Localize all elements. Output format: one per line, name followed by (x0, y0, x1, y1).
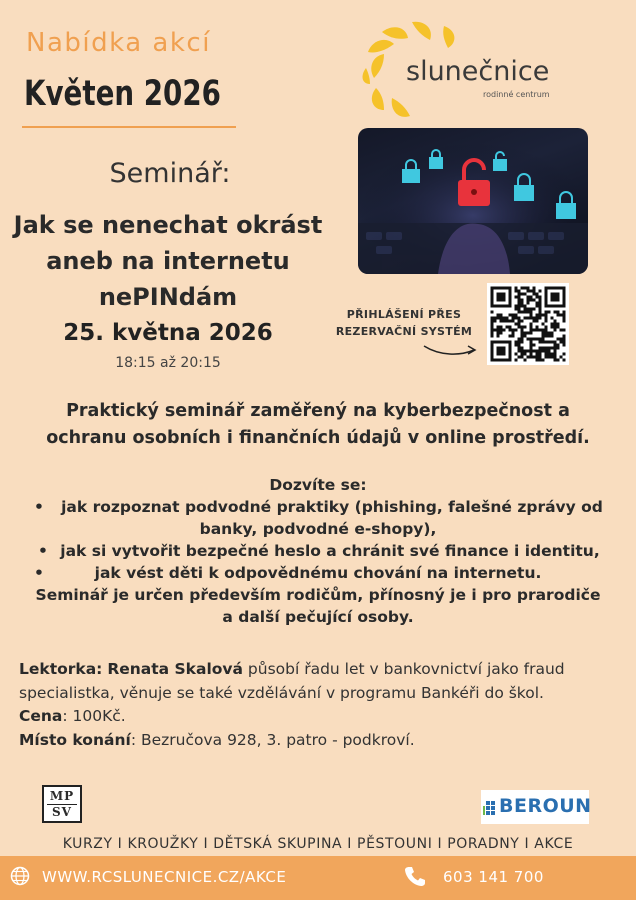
price-line (19, 705, 619, 729)
list-item: • jak si vytvořit bezpečné heslo a chránit své finance i identitu, (38, 542, 600, 560)
divider (22, 126, 236, 128)
list-item-continuation (0, 518, 636, 540)
beroun-text: BEROUN (499, 795, 592, 817)
registration-line: REZERVAČNÍ SYSTÉM (335, 325, 473, 338)
mpsv-logo (42, 785, 82, 823)
price-label: Cena (19, 707, 63, 725)
learn-section (0, 474, 636, 628)
lead-line: ochranu osobních i finančních údajů v online prostředí. (46, 428, 590, 448)
footer-nav[interactable]: KURZY I KROUŽKY I DĚTSKÁ SKUPINA I PĚSTOUNI I PORADNY I AKCE (62, 836, 574, 852)
bullet-text: jak vést děti k odpovědnému chování na internetu. (94, 564, 542, 582)
info-block (19, 658, 619, 752)
beroun-logo (481, 790, 592, 824)
bullet-text: jak rozpoznat podvodné praktiky (phishing, falešné zprávy od (61, 498, 603, 516)
audience-line: Seminář je určen především rodičům, přínosný je i pro prarodiče (35, 586, 601, 604)
lecturer-line: specialistka, věnuje se také vzdělávání v programu Bankéři do škol. (19, 683, 544, 702)
list-item: • jak vést děti k odpovědnému chování na internetu. (34, 564, 542, 582)
title-line: aneb na internetu (46, 247, 290, 275)
phone-number[interactable]: 603 141 700 (443, 868, 544, 886)
logo-name: slunečnice (406, 56, 550, 87)
place-value: : Bezručova 928, 3. patro - podkroví. (130, 730, 415, 749)
month-heading: Květen 2026 (24, 74, 221, 114)
mpsv-bottom: SV (47, 804, 77, 820)
seminar-time: 18:15 až 20:15 (115, 355, 221, 371)
seminar-label: Seminář: (109, 158, 231, 189)
seminar-date: 25. května 2026 (63, 320, 273, 346)
bullet-text: jak si vytvořit bezpečné heslo a chránit své finance i identitu, (60, 542, 600, 560)
logo-subtitle: rodinné centrum (483, 90, 550, 99)
lecturer-label: Lektorka: (19, 660, 103, 678)
audience-line: a další pečující osoby. (222, 608, 414, 626)
lead-text (10, 398, 626, 452)
website-link[interactable]: WWW.RCSLUNECNICE.CZ/AKCE (42, 868, 287, 886)
qr-code[interactable] (487, 283, 569, 365)
phone-icon (404, 865, 426, 887)
lead-line: Praktický seminář zaměřený na kyberbezpečnost a (66, 401, 570, 421)
title-line: nePINdám (98, 283, 238, 311)
seminar-title (0, 207, 336, 315)
arrow-icon (420, 338, 480, 360)
lecturer-text: působí řadu let v bankovnictví jako fraud (242, 660, 565, 678)
lecturer-line (19, 658, 619, 682)
learn-heading: Dozvíte se: (269, 476, 367, 494)
registration-note (330, 306, 478, 340)
globe-icon (10, 866, 30, 886)
place-label: Místo konání (19, 730, 131, 749)
price-value: : 100Kč. (62, 707, 126, 725)
offer-heading: Nabídka akcí (26, 28, 211, 58)
lecturer-name: Renata Skalová (107, 660, 243, 678)
cyber-photo (358, 128, 588, 274)
place-line (19, 729, 619, 753)
bullet-text: banky, podvodné e-shopy), (199, 520, 437, 538)
registration-line: PŘIHLÁŠENÍ PŘES (346, 308, 462, 321)
list-item: • jak rozpoznat podvodné praktiky (phishing, falešné zprávy od (34, 498, 603, 516)
mpsv-top: MP (49, 789, 75, 803)
title-line: Jak se nenechat okrást (13, 211, 323, 239)
